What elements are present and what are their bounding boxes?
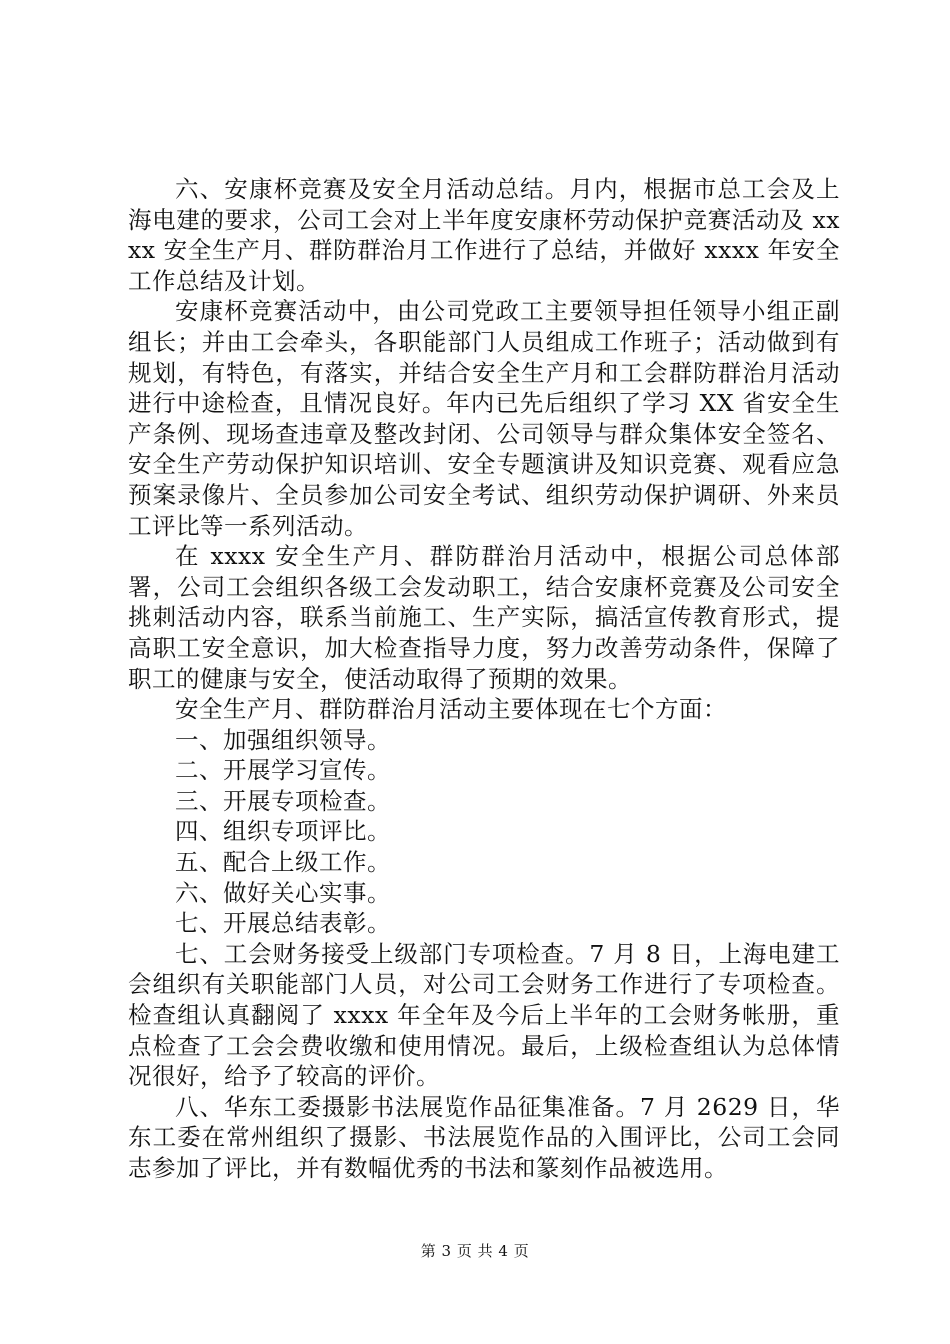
paragraph-exhibition-preparation: 八、华东工委摄影书法展览作品征集准备。7 月 2629 日，华东工委在常州组织了摄影、书法展览作品的入围评比，公司工会同志参加了评比，并有数幅优秀的书法和篆刻作品被选用。 [128,1092,840,1182]
list-item-aspect-5: 五、配合上级工作。 [175,848,391,877]
page-number-footer: 第 3 页 共 4 页 [420,1242,530,1260]
list-item-aspect-2: 二、开展学习宣传。 [175,756,391,785]
paragraph-seven-aspects-intro: 安全生产月、群防群治月活动主要体现在七个方面： [175,695,727,724]
list-item-aspect-4: 四、组织专项评比。 [175,817,391,846]
paragraph-safety-cup-summary: 六、安康杯竞赛及安全月活动总结。月内，根据市总工会及上海电建的要求，公司工会对上半年度安康杯劳动保护竞赛活动及 xxxx 安全生产月、群防群治月工作进行了总结，并做好 xxxx 年安全工作总结及计划。 [128,175,840,295]
list-item-aspect-7: 七、开展总结表彰。 [175,909,391,938]
list-item-aspect-1: 一、加强组织领导。 [175,725,391,754]
paragraph-competition-activities: 安康杯竞赛活动中，由公司党政工主要领导担任领导小组正副组长；并由工会牵头，各职能部门人员组成工作班子；活动做到有规划，有特色，有落实，并结合安全生产月和工会群防群治月活动进行中途检查，且情况良好。年内已先后组织了学习 XX 省安全生产条例、现场查违章及整改封闭、公司领导与群众集体安全签名、安全生产劳动保护知识培训、安全专题演讲及知识竞赛、观看应急预案录像片、全员参加公司安全考试、组织劳动保护调研、外来员工评比等一系列活动。 [128,297,840,540]
document-body [128,174,840,1184]
list-item-aspect-3: 三、开展专项检查。 [175,786,391,815]
list-item-aspect-6: 六、做好关心实事。 [175,878,391,907]
paragraph-safety-month-activities: 在 xxxx 安全生产月、群防群治月活动中，根据公司总体部署，公司工会组织各级工会发动职工，结合安康杯竞赛及公司安全挑刺活动内容，联系当前施工、生产实际，搞活宣传教育形式，提高职工安全意识，加大检查指导力度，努力改善劳动条件，保障了职工的健康与安全，使活动取得了预期的效果。 [128,542,840,693]
paragraph-finance-inspection: 七、工会财务接受上级部门专项检查。7 月 8 日，上海电建工会组织有关职能部门人员，对公司工会财务工作进行了专项检查。检查组认真翻阅了 xxxx 年全年及今后上半年的工会财务帐册，重点检查了工会会费收缴和使用情况。最后，上级检查组认为总体情况很好，给予了较高的评价。 [128,939,840,1091]
